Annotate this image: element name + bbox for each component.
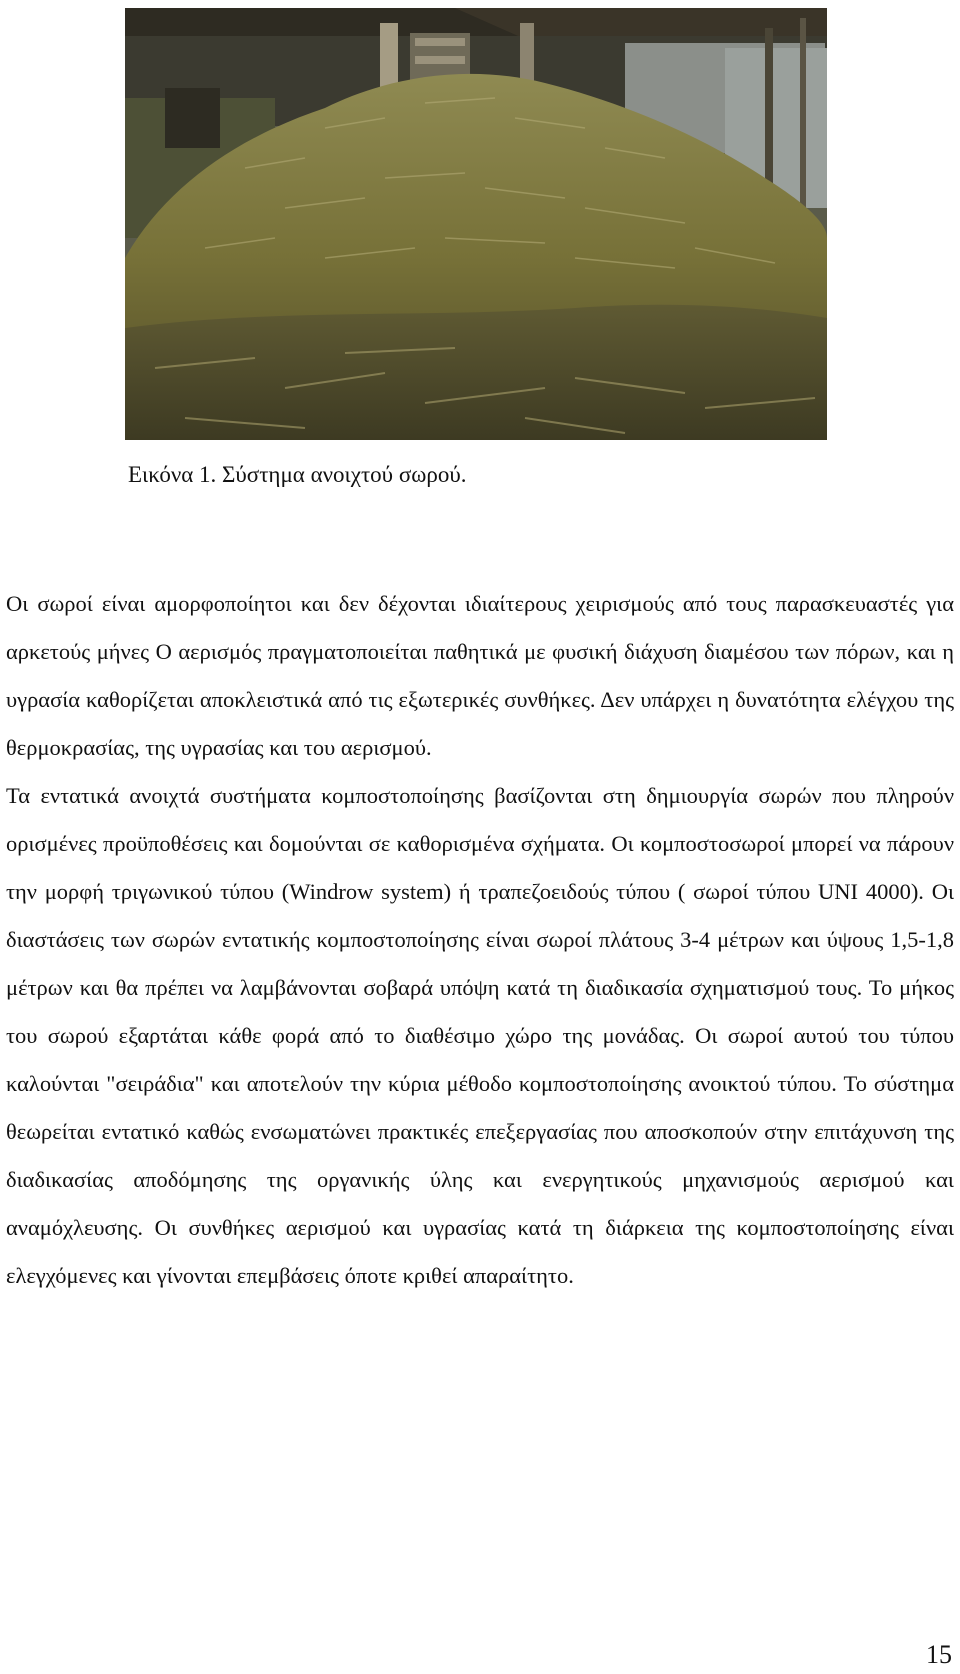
page-number: 15 [926,1640,952,1669]
paragraph: Οι σωροί είναι αμορφοποίητοι και δεν δέχονται ιδιαίτερους χειρισμούς από τους παρασκευαστές για αρκετούς μήνες Ο αερισμός πραγματοποιείται παθητικά με φυσική διάχυση διαμέσου των πόρων, και η υγρασία καθορίζεται αποκλειστικά από τις εξωτερικές συνθήκες. Δεν υπάρχει η δυνατότητα ελέγχου της θερμοκρασίας, της υγρασίας και του αερισμού. [6,591,954,760]
body-text [6,580,954,1300]
compost-pile-photo [125,8,827,440]
paragraph: Τα εντατικά ανοιχτά συστήματα κομποστοποίησης βασίζονται στη δημιουργία σωρών που πληρούν ορισμένες προϋποθέσεις και δομούνται σε καθορισμένα σχήματα. Οι κομποστοσωροί μπορεί να πάρουν την μορφή τριγωνικού τύπου (Windrow system) ή τραπεζοειδούς τύπου ( σωροί τύπου UNI 4000). Οι διαστάσεις των σωρών εντατικής κομποστοποίησης είναι σωροί πλάτους 3-4 μέτρων και ύψους 1,5-1,8 μέτρων και θα πρέπει να λαμβάνονται σοβαρά υπόψη κατά τη διαδικασία σχηματισμού τους. Το μήκος του σωρού εξαρτάται κάθε φορά από το διαθέσιμο χώρο της μονάδας. Οι σωροί αυτού του τύπου καλούνται "σειράδια" και αποτελούν την κύρια μέθοδο κομποστοποίησης ανοικτού τύπου. Το σύστημα θεωρείται εντατικό καθώς ενσωματώνει πρακτικές επεξεργασίας που αποσκοπούν στην επιτάχυνση της διαδικασίας αποδόμησης της οργανικής ύλης και ενεργητικούς μηχανισμούς αερισμού και αναμόχλευσης. Οι συνθήκες αερισμού και υγρασίας κατά τη διάρκεια της κομποστοποίησης είναι ελεγχόμενες και γίνονται επεμβάσεις όποτε κριθεί απαραίτητο. [6,783,954,1288]
figure-caption: Εικόνα 1. Σύστημα ανοιχτού σωρού. [128,462,467,487]
